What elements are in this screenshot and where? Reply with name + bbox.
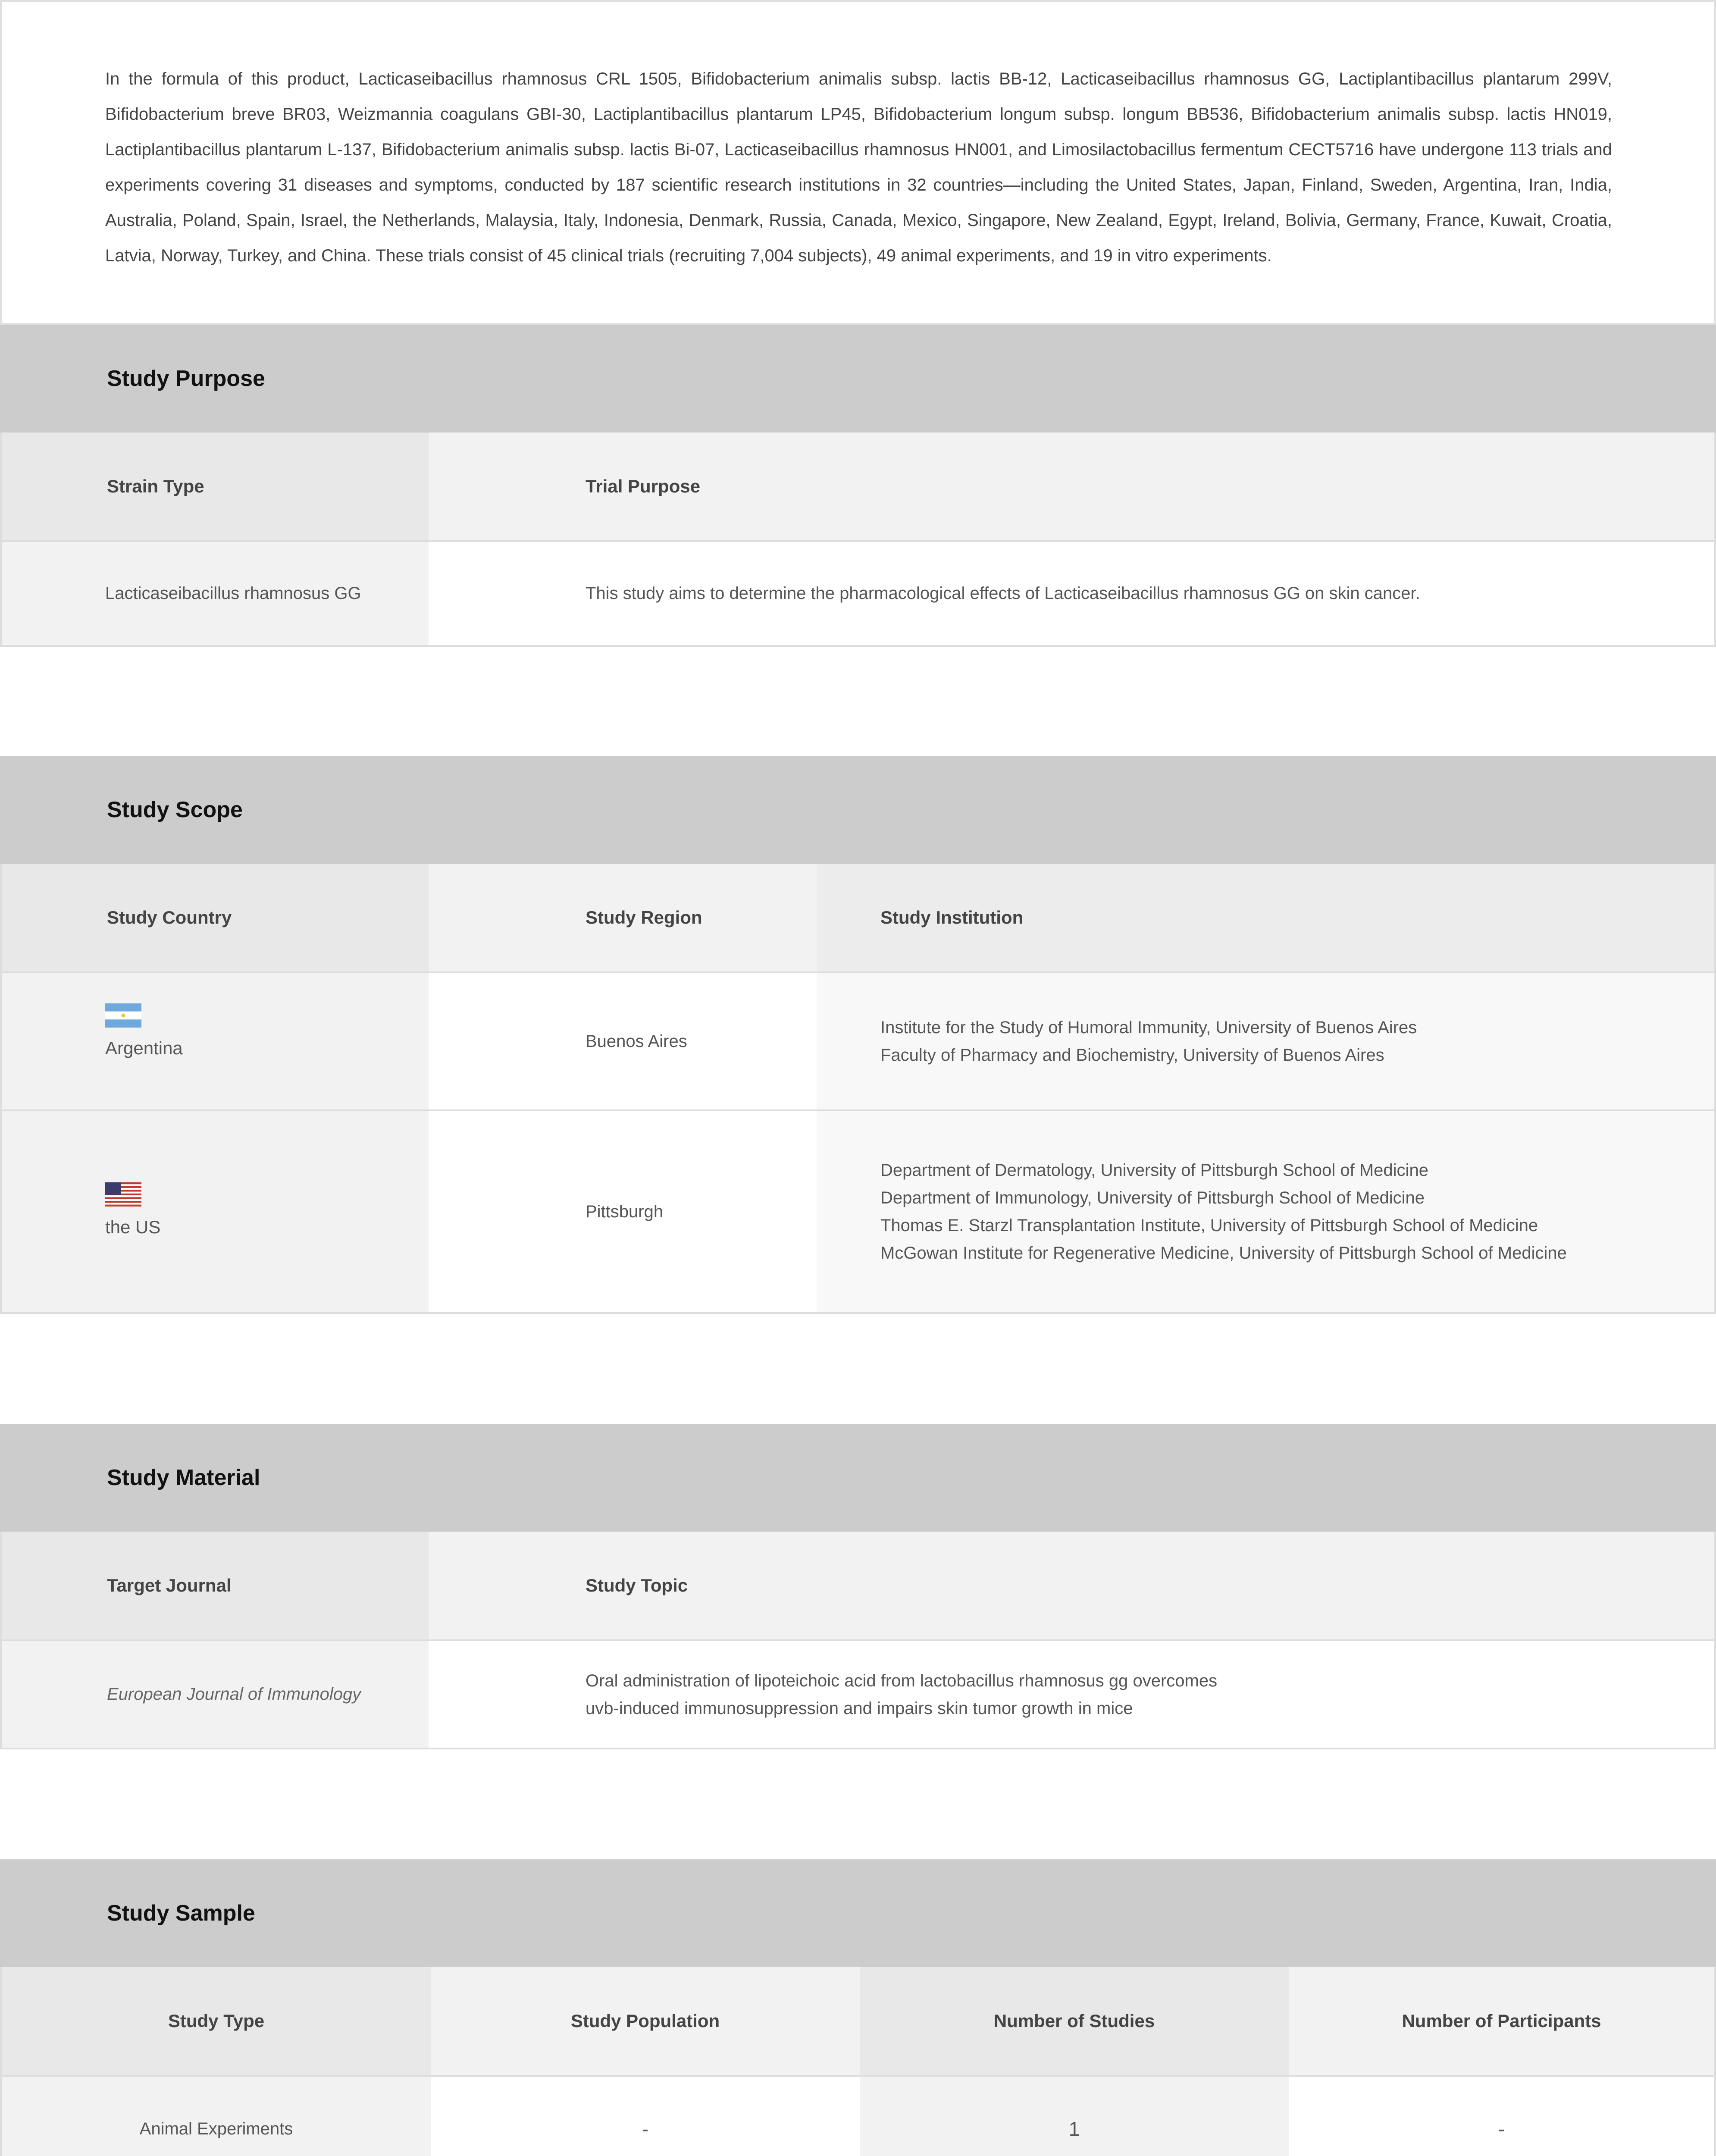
scope-region-cell: Pittsburgh [429,1111,817,1312]
study-sample-table [0,1967,1716,2156]
study-sample-title: Study Sample [107,1901,255,1926]
scope-country-name: Argentina [105,1038,183,1058]
study-purpose-table [0,432,1716,647]
study-scope-bar [0,756,1716,864]
header-target-journal: Target Journal [2,1532,429,1639]
header-study-region: Study Region [429,864,817,971]
scope-institutions-cell [817,973,1714,1109]
header-strain-type: Strain Type [2,432,429,540]
topic-line: Oral administration of lipoteichoic acid from lactobacillus rhamnosus gg overcomes [586,1671,1218,1690]
study-material-title: Study Material [107,1465,260,1490]
institution-item: Thomas E. Starzl Transplantation Institute, University of Pittsburgh School of Medicine [880,1216,1538,1235]
purpose-text-cell: This study aims to determine the pharmacological effects of Lacticaseibacillus rhamnosus GG on skin cancer. [429,542,1714,645]
header-study-topic: Study Topic [429,1532,1714,1639]
study-material-bar [0,1424,1716,1532]
scope-country-cell [2,973,429,1109]
study-purpose-title: Study Purpose [107,366,265,391]
sample-type-cell: Animal Experiments [2,2077,431,2156]
intro-text: In the formula of this product, Lacticaseibacillus rhamnosus CRL 1505, Bifidobacterium animalis subsp. lactis BB-12, Lacticaseibacillus rhamnosus GG, Lactiplantibacillus plantarum 299V, Bifidobacterium breve BR03, Weizmannia coagulans GBI-30, Lactiplantibacillus plantarum LP45, Bifidobacterium longum subsp. longum BB536, Bifidobacterium animalis subsp. lactis HN019, Lactiplantibacillus plantarum L-137, Bifidobacterium animalis subsp. lactis Bi-07, Lacticaseibacillus rhamnosus HN001, and Limosilactobacillus fermentum CECT5716 have undergone 113 trials and experiments covering 31 diseases and symptoms, conducted by 187 scientific research institutions in 32 countries—including the United States, Japan, Finland, Sweden, Argentina, Iran, India, Australia, Poland, Spain, Israel, the Netherlands, Malaysia, Italy, Indonesia, Denmark, Russia, Canada, Mexico, Singapore, New Zealand, Egypt, Ireland, Bolivia, Germany, France, Kuwait, Croatia, Latvia, Norway, Turkey, and China. These trials consist of 45 clinical trials (recruiting 7,004 subjects), 49 animal experiments, and 19 in vitro experiments. [105,69,1612,265]
study-purpose-bar [0,325,1716,432]
header-study-country: Study Country [2,864,429,971]
scope-country-name: the US [105,1217,161,1237]
scope-institutions-cell [817,1111,1714,1312]
scope-region-cell: Buenos Aires [429,973,817,1109]
argentina-flag-icon [105,1003,141,1028]
study-scope-table [0,864,1716,1314]
institution-item: Department of Immunology, University of Pittsburgh School of Medicine [880,1188,1425,1207]
institution-item: McGowan Institute for Regenerative Medicine, University of Pittsburgh School of Medicine [880,1244,1567,1263]
study-material-table [0,1532,1716,1749]
header-trial-purpose: Trial Purpose [429,432,1714,540]
header-study-type: Study Type [2,1967,431,2075]
purpose-strain-cell: Lacticaseibacillus rhamnosus GG [2,542,429,645]
sample-studies-cell: 1 [860,2077,1289,2156]
header-study-population: Study Population [431,1967,860,2075]
institution-item: Institute for the Study of Humoral Immunity, University of Buenos Aires [880,1018,1417,1037]
topic-line: uvb-induced immunosuppression and impairs skin tumor growth in mice [586,1698,1133,1718]
sample-participants-cell: - [1289,2077,1714,2156]
study-scope-title: Study Scope [107,797,243,822]
intro-panel [0,0,1716,325]
header-study-institution: Study Institution [817,864,1714,971]
sample-population-cell: - [431,2077,860,2156]
journal-cell: European Journal of Immunology [2,1641,429,1748]
topic-cell [429,1641,1714,1748]
institution-item: Faculty of Pharmacy and Biochemistry, University of Buenos Aires [880,1046,1384,1065]
scope-country-cell [2,1111,429,1312]
header-number-of-participants: Number of Participants [1289,1967,1714,2075]
institution-item: Department of Dermatology, University of Pittsburgh School of Medicine [880,1161,1428,1180]
us-flag-icon [105,1182,141,1206]
header-number-of-studies: Number of Studies [860,1967,1289,2075]
study-sample-bar [0,1859,1716,1967]
